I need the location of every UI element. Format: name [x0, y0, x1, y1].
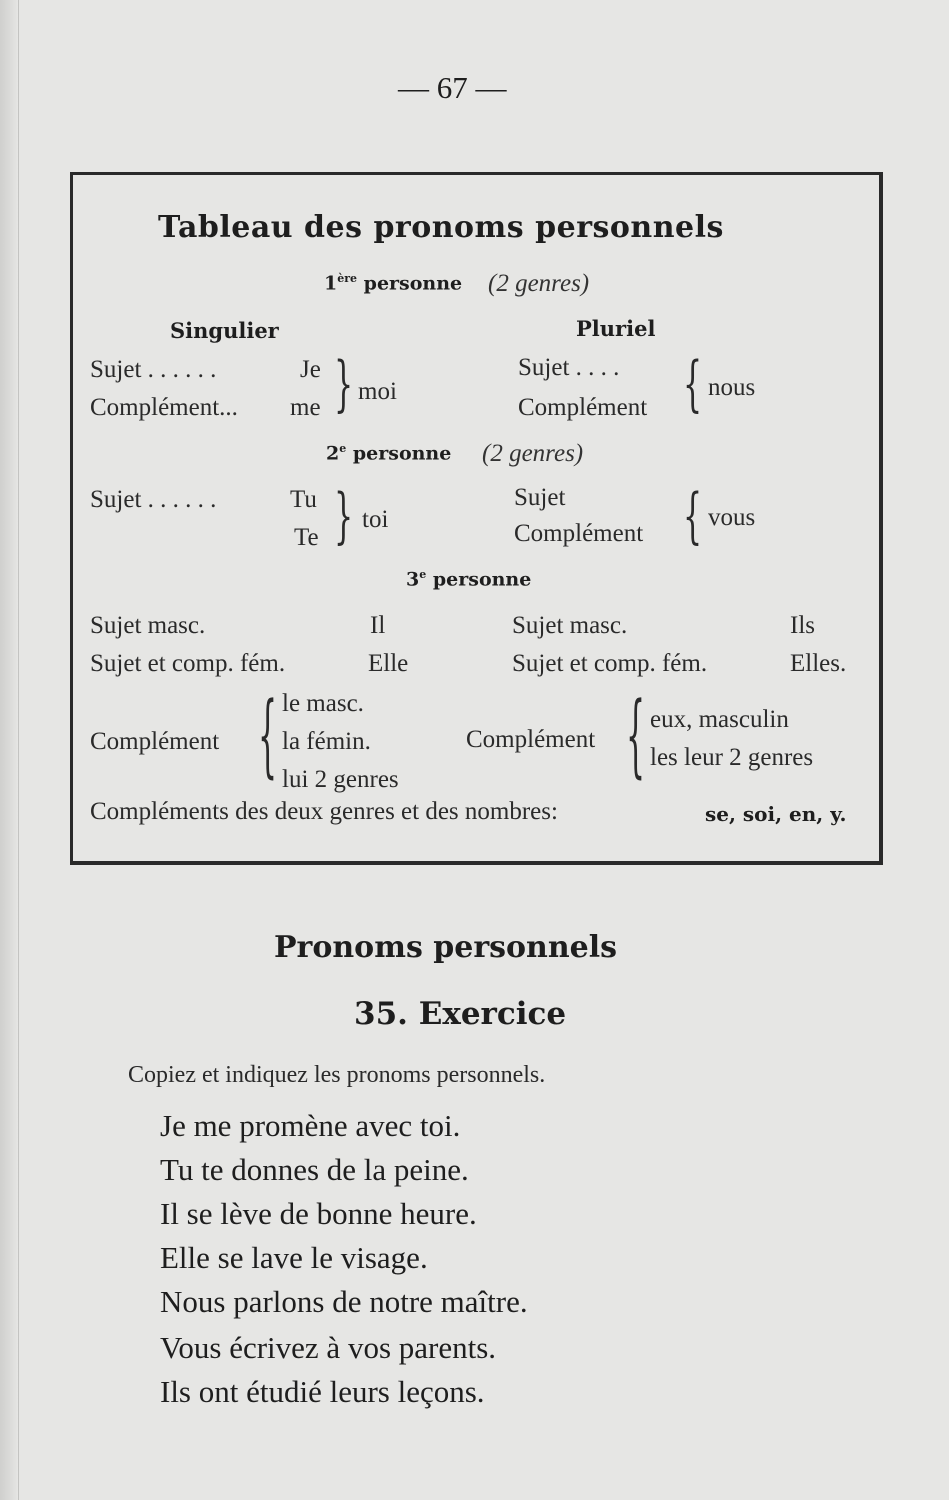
- page-number: — 67 —: [398, 70, 507, 105]
- fp-pl-comp-label: Complément: [518, 394, 648, 421]
- sp-sg-sujet-pron: Tu: [290, 486, 317, 513]
- tp-pl-masc-pron: Ils: [790, 612, 815, 639]
- sp-sg-sujet-label: Sujet . . . . . .: [90, 486, 217, 513]
- fp-pl-brace: {: [683, 350, 703, 420]
- second-person-num: 2: [326, 442, 340, 465]
- tp-pl-fem-pron: Elles.: [790, 650, 847, 677]
- sp-sg-stressed: toi: [362, 506, 389, 533]
- sp-pl-sujet-label: Sujet: [514, 484, 566, 511]
- sentence-4: Elle se lave le visage.: [160, 1240, 428, 1275]
- singulier-header: Singulier: [170, 318, 279, 343]
- tp-pl-masc-label: Sujet masc.: [512, 612, 628, 639]
- page-edge: [0, 0, 19, 1500]
- tp-sg-comp-label: Complément: [90, 728, 220, 755]
- table-footer-label: Compléments des deux genres et des nombres:: [90, 798, 558, 825]
- tp-pl-brace: {: [626, 685, 646, 790]
- sentence-5: Nous parlons de notre maître.: [160, 1284, 528, 1319]
- tp-sg-masc-pron: Il: [370, 612, 386, 639]
- section-title: Pronoms personnels: [274, 930, 618, 965]
- second-person-word: personne: [352, 442, 452, 465]
- second-person-sup: e: [339, 442, 347, 455]
- fp-pl-sujet-label: Sujet . . . .: [518, 354, 620, 381]
- first-person-heading: [324, 272, 462, 294]
- fp-pl-stressed: nous: [708, 374, 756, 401]
- sentence-2: Tu te donnes de la peine.: [160, 1152, 469, 1187]
- fp-sg-stressed: moi: [358, 378, 397, 405]
- sentence-1: Je me promène avec toi.: [160, 1108, 461, 1143]
- sp-pl-comp-label: Complément: [514, 520, 644, 547]
- sp-pl-brace: {: [683, 482, 703, 552]
- fp-sg-brace: }: [334, 350, 354, 420]
- sentence-3: Il se lève de bonne heure.: [160, 1196, 477, 1231]
- sp-pl-stressed: vous: [708, 504, 756, 531]
- first-person-sup: ère: [337, 272, 358, 285]
- exercise-instruction: Copiez et indiquez les pronoms personnels.: [128, 1062, 546, 1088]
- fp-sg-sujet-label: Sujet . . . . . .: [90, 356, 217, 383]
- tp-pl-comp-item-1: eux, masculin: [650, 706, 789, 733]
- tp-sg-brace: {: [258, 685, 278, 790]
- tp-sg-fem-label: Sujet et comp. fém.: [90, 650, 286, 677]
- tp-sg-comp-item-1: le masc.: [282, 690, 364, 717]
- sp-sg-comp-pron: Te: [294, 524, 319, 551]
- third-person-word: personne: [432, 568, 532, 591]
- tp-sg-masc-label: Sujet masc.: [90, 612, 206, 639]
- table-title: Tableau des pronoms personnels: [158, 210, 724, 245]
- exercise-title: 35. Exercice: [354, 996, 567, 1032]
- second-person-heading: [326, 442, 451, 464]
- tp-sg-comp-item-2: la fémin.: [282, 728, 371, 755]
- first-person-num: 1: [324, 272, 338, 295]
- second-person-genres: (2 genres): [482, 440, 584, 467]
- table-footer-values: se, soi, en, y.: [705, 802, 847, 826]
- tp-sg-comp-item-3: lui 2 genres: [282, 766, 399, 793]
- third-person-num: 3: [406, 568, 420, 591]
- pluriel-header: Pluriel: [576, 316, 656, 341]
- tp-pl-comp-item-2: les leur 2 genres: [650, 744, 814, 771]
- third-person-heading: [406, 568, 531, 590]
- sentence-7: Ils ont étudié leurs leçons.: [160, 1374, 485, 1409]
- tp-pl-comp-label: Complément: [466, 726, 596, 753]
- fp-sg-comp-label: Complément...: [90, 394, 238, 421]
- third-person-sup: e: [419, 568, 427, 581]
- sentence-6: Vous écrivez à vos parents.: [160, 1330, 497, 1365]
- first-person-word: personne: [363, 272, 463, 295]
- sp-sg-brace: }: [334, 482, 354, 552]
- tp-sg-fem-pron: Elle: [368, 650, 409, 677]
- tp-pl-fem-label: Sujet et comp. fém.: [512, 650, 708, 677]
- fp-sg-comp-pron: me: [290, 394, 321, 421]
- first-person-genres: (2 genres): [488, 270, 590, 297]
- fp-sg-sujet-pron: Je: [300, 356, 321, 383]
